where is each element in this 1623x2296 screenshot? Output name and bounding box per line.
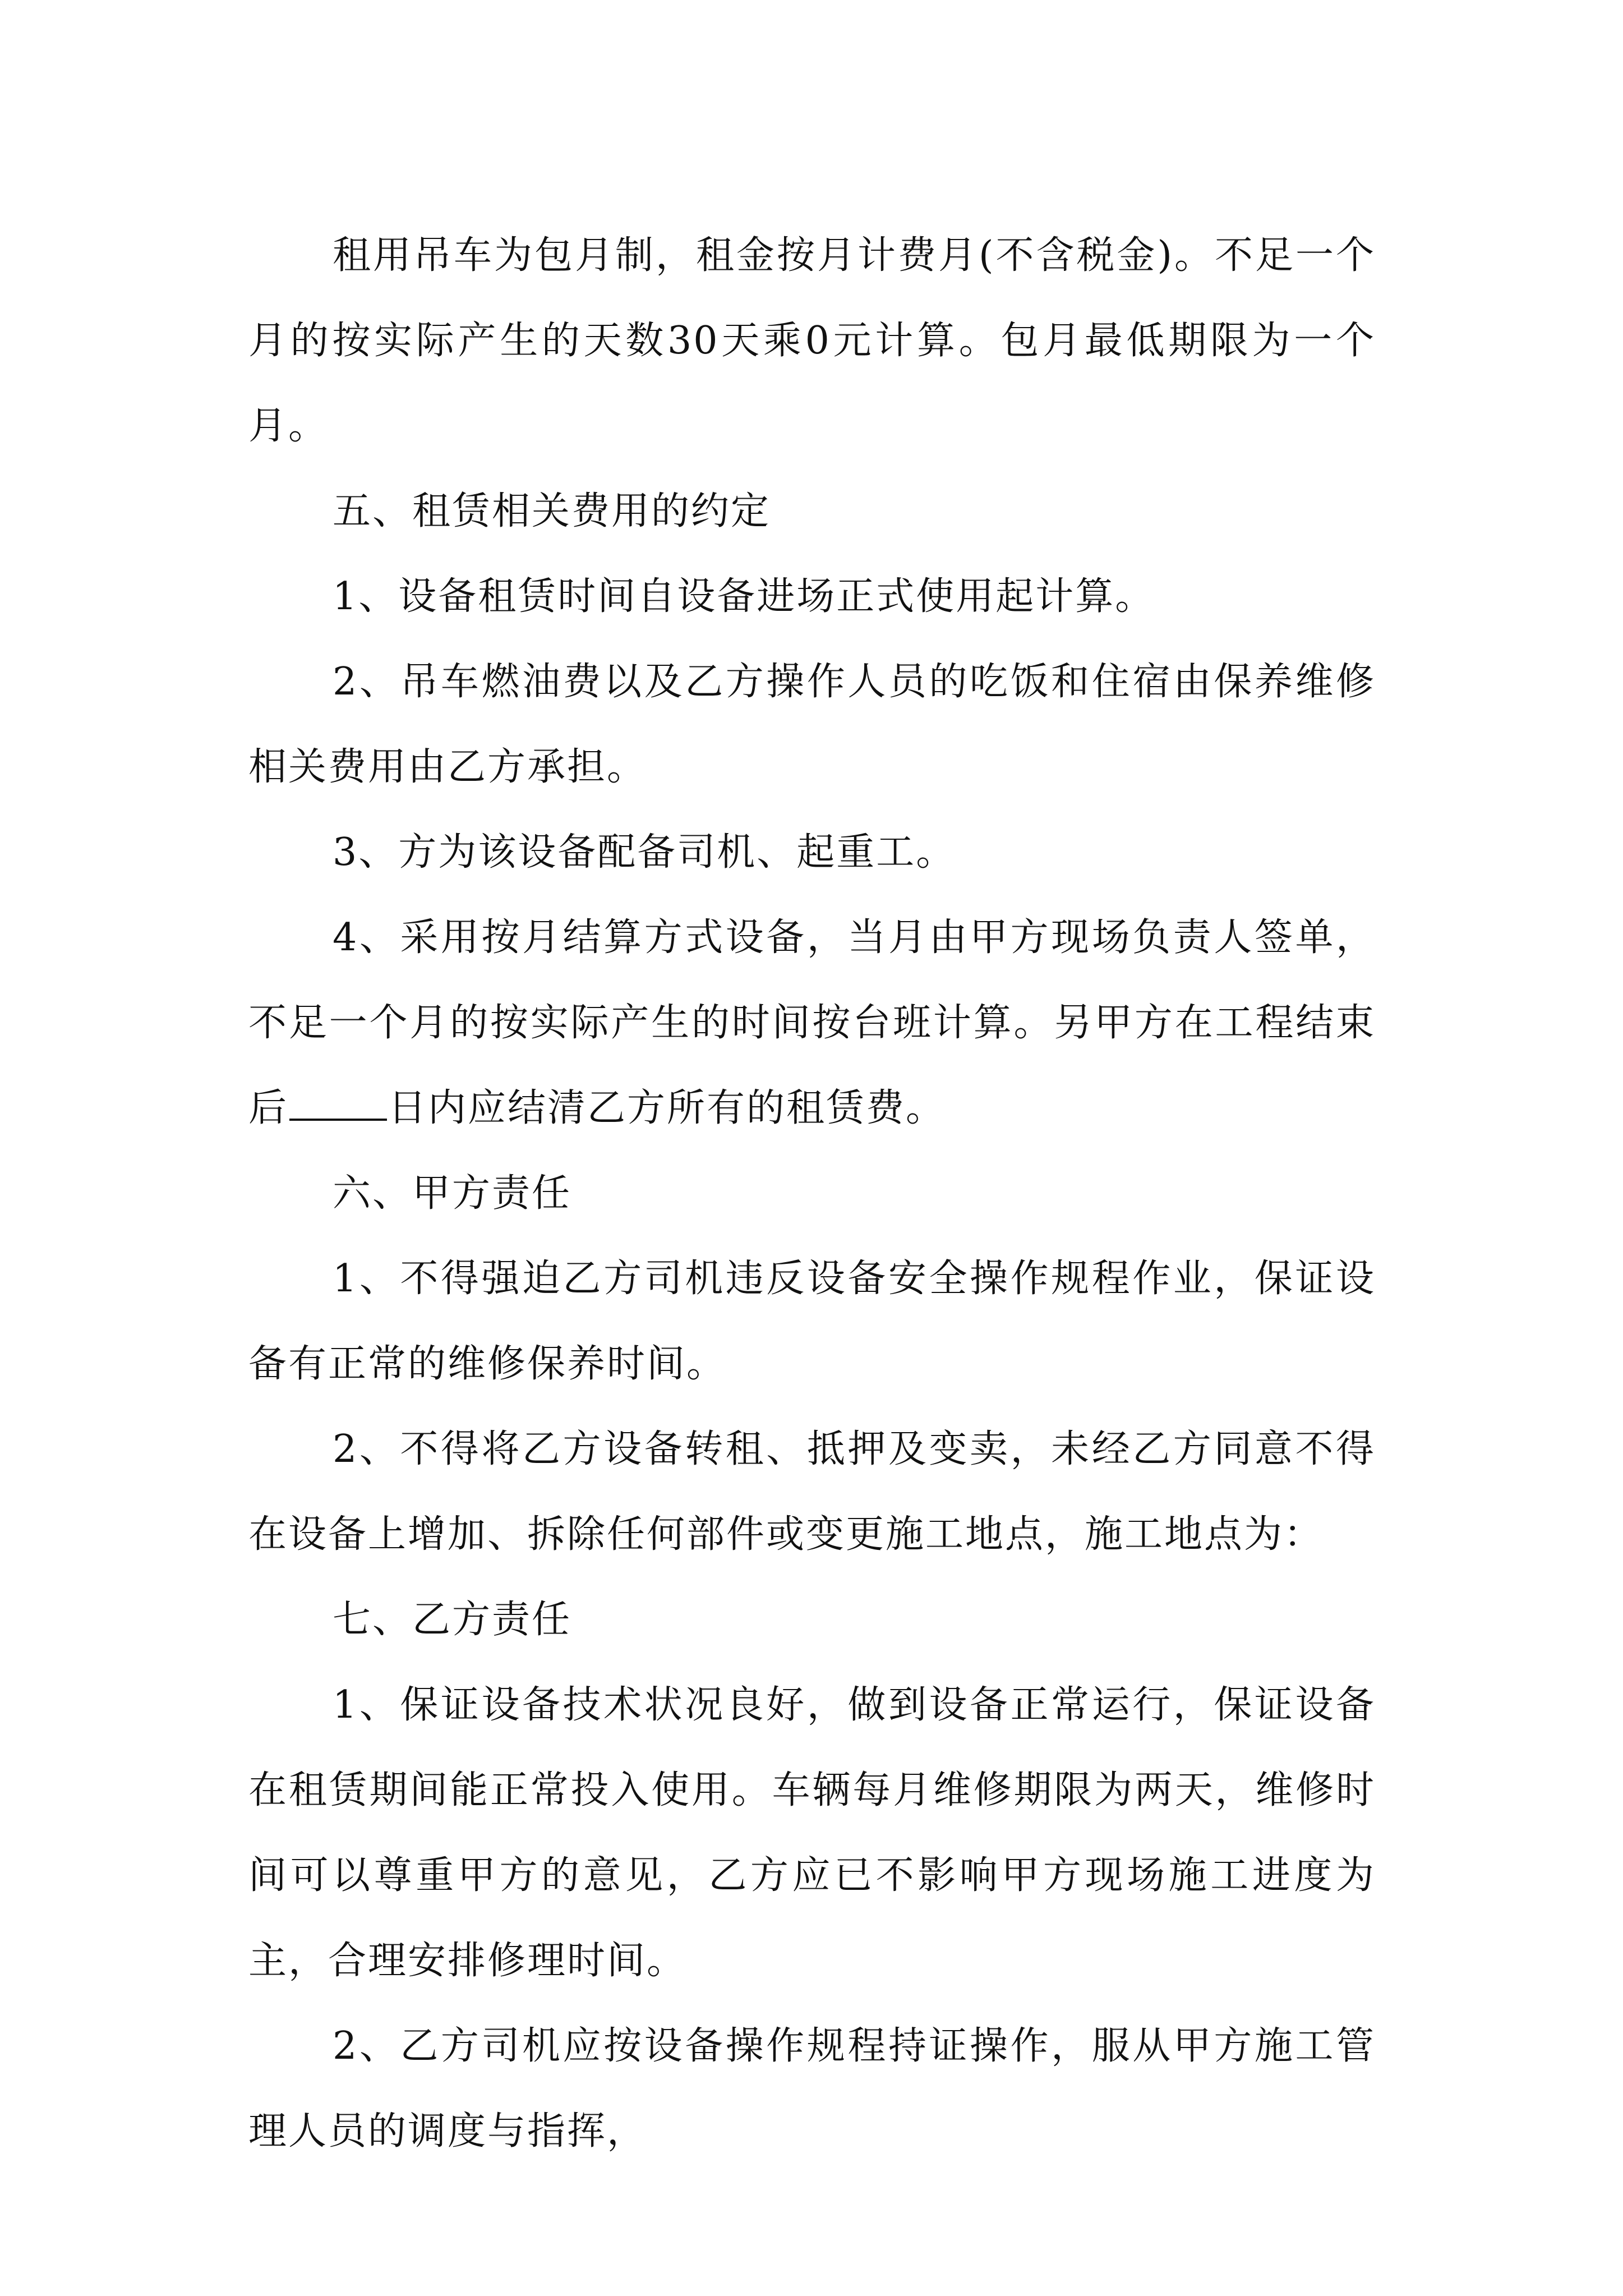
paragraph-rent-terms: 租用吊车为包月制，租金按月计费月(不含税金)。不足一个月的按实际产生的天数30天乘0元计算。包月最低期限为一个月。	[248, 233, 1376, 448]
document-body	[248, 213, 1376, 2174]
section-heading-party-b: 七、乙方责任	[333, 1598, 572, 1642]
clause-fees-4-text-after: 日内应结清乙方所有的租赁费。	[388, 1086, 946, 1130]
clause-party-a-2: 2、不得将乙方设备转租、抵押及变卖，未经乙方同意不得在设备上增加、拆除任何部件或变更施工地点，施工地点为：	[248, 1427, 1376, 1557]
section-heading-party-a: 六、甲方责任	[333, 1171, 572, 1216]
fill-in-blank-days	[289, 1084, 387, 1121]
clause-fees-3: 3、方为该设备配备司机、起重工。	[333, 830, 956, 875]
clause-party-a-1: 1、不得强迫乙方司机违反设备安全操作规程作业，保证设备有正常的维修保养时间。	[248, 1257, 1376, 1386]
clause-fees-2: 2、吊车燃油费以及乙方操作人员的吃饭和住宿由保养维修相关费用由乙方承担。	[248, 660, 1376, 789]
clause-fees-1: 1、设备租赁时间自设备进场正式使用起计算。	[333, 574, 1155, 619]
clause-fees-4-text-before: 4、采用按月结算方式设备，当月由甲方现场负责人签单，不足一个月的按实际产生的时间按台班计算。另甲方在工程结束后	[248, 915, 1376, 1130]
clause-fees-4	[248, 895, 1376, 1151]
section-heading-fees: 五、租赁相关费用的约定	[333, 489, 771, 533]
clause-party-b-2: 2、乙方司机应按设备操作规程持证操作，服从甲方施工管理人员的调度与指挥，	[248, 2024, 1376, 2154]
clause-party-b-1: 1、保证设备技术状况良好，做到设备正常运行，保证设备在租赁期间能正常投入使用。车辆每月维修期限为两天，维修时间可以尊重甲方的意见，乙方应已不影响甲方现场施工进度为主，合理安排修理时间。	[248, 1683, 1376, 1983]
